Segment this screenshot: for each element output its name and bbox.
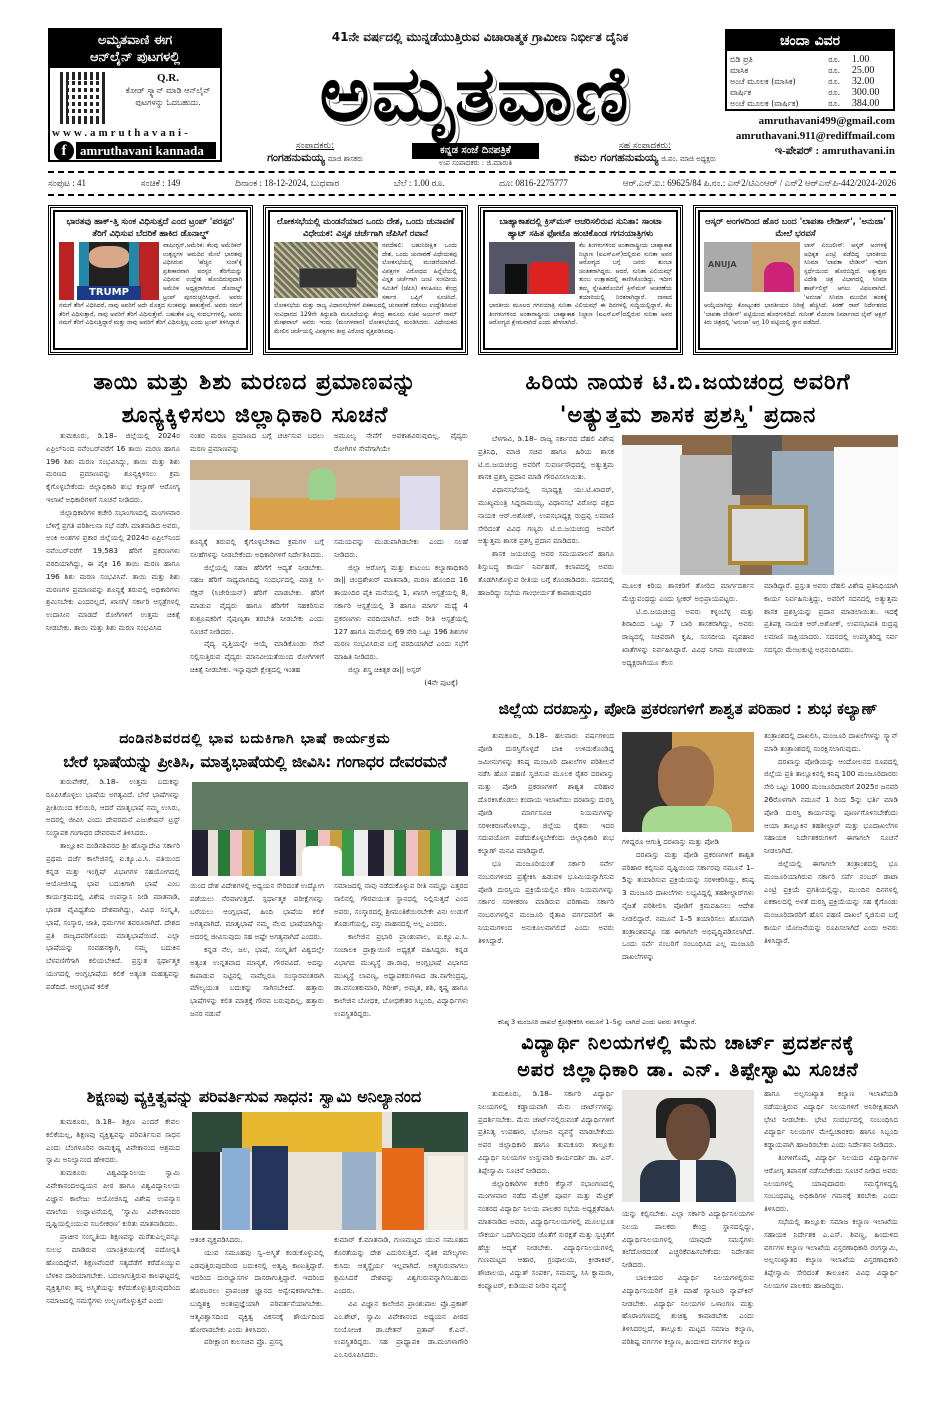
editor-block — [240, 141, 390, 165]
paragraph: ಕನಿಷ್ಠ 3 ಮಂಜೂರಿ ದಾಖಲೆ ಕ್ರೋಢೀಕರಿಸಿ ನಮೂನೆ 1–5ನ್ನು ಲಾಗಿದೆ ಎಂದು ಅವರು ತಿಳಿಸಿದ್ದಾರೆ. — [498, 1018, 697, 1026]
box-headline: ಲೋಕಸಭೆಯಲ್ಲಿ ಮಂಡನೆಯಾದ ಒಂದು ದೇಶ, ಒಂದು ಚುನಾವಣೆ ವಿಧೇಯಕ: ವಿಸ್ತೃತ ಚರ್ಚೆಗಾಗಿ ಜೆಪಿಸಿಗೆ ರವಾನೆ — [276, 217, 455, 239]
email-rediff[interactable]: amruthavani.911@rediffmail.com — [735, 130, 895, 142]
paragraph: ತುರುವೇಕೆರೆ, ಡಿ.18– ಉತ್ತಮ ಬದುಕನ್ನು ರೂಪಿಸಿಕೊಳ್ಳಲು ಭಾಷೆಯ ಅಗತ್ಯವಿದೆ. ಬೇರೆ ಭಾಷೆಗಳನ್ನು ಪ್ರೀತಿಯಿಂದ ಕಲಿಯಿರಿ, ಆದರೆ ಮಾತೃಭಾಷೆ ನಮ್ಮ ಉಸಿರು, ಅದರಲ್ಲಿ ಜೀವಿಸಿ ಎಂದು ದೇವರಮನೆ ಎಜುಕೇಷನ್ ಟ್ರಸ್ಟ್ ಸಂಸ್ಥಾಪಕ ಗಂಗಾಧರ ದೇವರಮನೆ ತಿಳಿಸಿದರು. — [46, 777, 180, 838]
headline-maternal — [40, 366, 470, 432]
parliament-photo — [274, 242, 378, 298]
online-edition-promo — [48, 28, 222, 162]
paragraph: ಭೂ ಮಂಜೂರಿಯಂತೆ ಸರ್ಕಾರಿ ಸರ್ವೇ ನಂಬರುಗಳಿಂದ ಪ್ರತ್ಯೇಕಿಸಿ ಹಿಡುವಳಿ ಭೂಮಿಯನ್ನಾಗಿಸುವ ಪೋಡಿ ದುರಸ್ತಿಯ ಪ್ರಕ್ರಿಯೆಯಲ್ಲಿನ ಕಠಿಣ ನಿಯಮಗಳನ್ನು ಸರ್ಕಾರ ಸರಳೀಕರಣ ಮಾಡಿರುವ ಪರಿಣಾಮ ಸರ್ಕಾರಿ ನಂಬರುಗಳಲ್ಲಿನ ಮಂಜೂರಿ ರೈತಾಪಿ ವರ್ಗದವರಿಗೆ ಈ ನಿಯಮಗಳಿಂದ ಅನುಕೂಲವಾಗಲಿದೆ ಎಂದು ಅವರು ತಿಳಿಸಿದ್ದಾರೆ. — [478, 858, 614, 945]
divider — [48, 194, 896, 196]
red-shirt — [529, 262, 569, 294]
black-shirt — [505, 264, 527, 294]
article-maternal-col2-top — [190, 430, 324, 460]
website-link[interactable]: www.amruthavani- — [52, 127, 191, 139]
subscription-value: 300.00 — [851, 87, 880, 98]
box-body: ವಾಷಿಂಗ್ಟನ್,ಅಮೆರಿಕ: ಕೆಲವು ಅಮೆರಿಕನ್ ಉತ್ಪನ್ನಗಳ ಆಮದಿನ ಮೇಲೆ ಭಾರತವು ವಿಧಿಸಿರುವ 'ಹೆಚ್ಚಿನ ಸುಂಕ'ಕ್ಕೆ ಪ್ರತೀಕಾರವಾಗಿ ಪರಸ್ಪರ ತೆರಿಗೆಯನ್ನು ವಿಧಿಸುವ ಉದ್ದೇಶ ಹೊಂದಿರುವುದಾಗಿ ಅಮೆರಿಕ ಅಧ್ಯಕ್ಷರಾಗಿರುವ ಡೊನಾಲ್ಡ್ ಟ್ರಂಪ್ ಪುನರುಚ್ಚರಿಸಿದ್ದಾರೆ. ಅವರು ನಮಗೆ ತೆರಿಗೆ ವಿಧಿಸಿದರೆ, ನಾವು ಅವರಿಗೆ ಅದೇ ಮೊತ್ತದ ಸುಂಕವನ್ನು ಹಾಕುತ್ತೇವೆ. ಅವರು ನಮಗೆ ತೆರಿಗೆ ವಿಧಿಸುತ್ತಾರೆ, ನಾವು ಅವರಿಗೆ ತೆರಿಗೆ ವಿಧಿಸುತ್ತೇವೆ. ಬಹುತೇಕ ಎಲ್ಲ ಸಂದರ್ಭಗಳಲ್ಲಿ, ಅವರು ನಮಗೆ ತೆರಿಗೆ ವಿಧಿಸುತ್ತಿದ್ದಾರೆ ಮತ್ತು ನಾವು ಅವರಿಗೆ ತೆರಿಗೆ ವಿಧಿಸುತ್ತಿಲ್ಲ ಎಂದು ಟ್ರಂಪ್ ತಿಳಿಸಿದ್ದಾರೆ. — [59, 242, 242, 327]
paragraph: ಅಮೂಲ್ಯ ಸೇವೆಗೆ ಅವಕಾಶವಿರುವುದಿಲ್ಲ. ವೈದ್ಯರು ರೋಗಿಗಳ ಸೇವೆಗಾಗಿಯೇ — [334, 431, 468, 453]
phone: ದೂ: 0816-2275777 — [499, 178, 568, 188]
paragraph: ತಾಲ್ಲೂಕಿನ ದಂಡಿನಶಿವರದ ಶ್ರೀ ಹೊನ್ನಾದೇವಿ ಸರ್ಕಾರಿ ಪ್ರಥಮ ದರ್ಜೆ ಕಾಲೇಜಿನಲ್ಲಿ ಐ.ಕ್ಯೂ.ಎ.ಸಿ. ವತಿಯಿಂದ ಕನ್ನಡ ಮತ್ತು ಇಂಗ್ಲಿಷ್ ವಿಭಾಗಗಳ ಸಹಯೋಗದಲ್ಲಿ ಆಯೋಜಿಸಿದ್ದ ಭಾವ ಬದುಕಿಗಾಗಿ ಭಾಷೆ ಎಂಬ ಕಾರ್ಯಕ್ರಮದಲ್ಲಿ ವಿಶೇಷ ಉಪನ್ಯಾಸ ನೀಡಿ ಮಾತನಾಡಿ, ಭಾರತ ವೈವಿಧ್ಯತೆಯ ದೇಶವಾಗಿದ್ದು, ವಿವಿಧ ಸಂಸ್ಕೃತಿ, ಭಾಷೆ, ಸಂಸ್ಕಾರ, ಜಾತಿ, ಧರ್ಮಗಳ ತವರೂರಾಗಿದೆ. ದೇಶದ ಪ್ರತಿ ರಾಜ್ಯದವರಿಗೊಂದು ಮಾತೃಭಾಷೆಯಿದೆ. ಎಲ್ಲಾ ಭಾಷೆಯನ್ನು ಸಂವಹನಕ್ಕಾಗಿ, ನಮ್ಮ ಬದುಕಿನ ಬೆಳವಣಿಗೆಗಾಗಿ ಕಲಿಯಬೇಕಿದೆ. ಪ್ರಸ್ತುತ ಸ್ಪರ್ಧಾತ್ಮಕ ಯುಗದಲ್ಲಿ ಆಂಗ್ಲಭಾಷೆಯ ಕಲಿಕೆ ಅತ್ಯಂತ ಮಹತ್ವವನ್ನು ಪಡೆದಿದೆ. ಆಂಗ್ಲಭಾಷೆ ಕಲಿಕೆ — [46, 840, 180, 991]
headline-line: ವಿದ್ಯಾರ್ಥಿ ನಿಲಯಗಳಲ್ಲಿ ಮೆನು ಚಾರ್ಟ್ ಪ್ರದರ್ಶನಕ್ಕೆ — [521, 1032, 855, 1054]
editor-note: ಮಾಜಿ ಶಾಸಕರು — [327, 155, 363, 163]
article-jayachandra-col2 — [622, 580, 754, 692]
subscription-title: ಚಂದಾ ವಿವರ — [727, 31, 893, 51]
subscription-value: 25.00 — [851, 65, 875, 76]
subscription-value: 384.00 — [851, 98, 880, 109]
article-darakhastu-col3 — [764, 730, 898, 1018]
paragraph: ಹಾಗೂ ಅಲ್ಪಸಂಖ್ಯಾತ ಕಲ್ಯಾಣ ಇಲಾಖೆಯಡಿ ನಡೆಯುತ್ತಿರುವ ವಿದ್ಯಾರ್ಥಿ ನಿಲಯಗಳಿಗೆ ಅನಿರೀಕ್ಷಿತವಾಗಿ ಭೇಟಿ ನೀಡಬೇಕು. ಭೇಟಿ ಸಂದರ್ಭದಲ್ಲಿ ಸಂಬಂಧಿಸಿದ ವಿದ್ಯಾರ್ಥಿ ನಿಲಯಗಳ ಮೇಲ್ವಿಚಾರಕರು ಹಾಗೂ ಸಿಬ್ಬಂದಿ ಕಡ್ಡಾಯವಾಗಿ ಹಾಜರಿರಬೇಕು ಎಂದು ನಿರ್ದೇಶನ ನೀಡಿದರು. — [764, 1089, 898, 1150]
article-hostel-col3 — [764, 1088, 898, 1388]
box-body: ಲಾಸ್ ಏಂಜಲೀಸ್: ಆಸ್ಕರ್ ಅಂಗಳಕ್ಕೆ ಅಧಿಕೃತ ಎಂಟ್ರಿ ಪಡೆದಿದ್ದ ಭಾರತೀಯ ಸಿನಿಮಾ 'ಲಾಪತಾ ಲೇಡೀಸ್' ಇದೀಗ ಸ್ಪರ್ಧೆಯಿಂದ ಹೊರಬಿದ್ದಿದೆ. ಅತ್ಯುತ್ತಮ ವಿದೇಶಿ ಚಿತ್ರ ವಿಭಾಗದಲ್ಲಿ ಸಿನಿಮಾ ಶಾರ್ಟ್‌ಲಿಸ್ಟ್ ಆಗಲು ವಿಫಲವಾಗಿದೆ. 'ಅನುಜಾ' ಸಿನಿಮಾ ಮುಂದಿನ ಹಂತಕ್ಕೆ ಆಯ್ಕೆಯಾಗಿದ್ದು ಕೋಟ್ಯಂತರ ಭಾರತೀಯರ ನಿರೀಕ್ಷೆ ಹೆಚ್ಚಿಸಿದೆ. ಕಿರಣ್ ರಾವ್ ನಿರ್ದೇಶನದ 'ಲಾಪತಾ ಲೇಡೀಸ್' ಪಟ್ಟಿಯಿಂದ ಹೊರಗುಳಿದಿದೆ. ಗುನೀತ್ ಮೋಂಗಾ ನಿರ್ಮಾಣದ ಲೈವ್ ಆಕ್ಷನ್ ಕಿರು ಚಿತ್ರದಲ್ಲಿ 'ಅನುಜಾ' ಅಗ್ರ 10 ಪಟ್ಟಿಯಲ್ಲಿ ಸ್ಥಾನ ಪಡೆದಿದೆ. — [704, 242, 887, 327]
article-hostel-col2 — [622, 1208, 754, 1388]
headline-language: ಬೇರೆ ಭಾಷೆಯನ್ನು ಪ್ರೀತಿಸಿ, ಮಾತೃಭಾಷೆಯಲ್ಲಿ ಜೀವಿಸಿ: ಗಂಗಾಧರ ದೇವರಮನೆ — [63, 753, 447, 771]
promo-title-line1: ಅಮೃತವಾಣಿ ಈಗ — [97, 33, 173, 48]
article-maternal-col1 — [46, 430, 180, 728]
anuja-poster-text: ANUJA — [708, 260, 737, 269]
news-box-sunita — [478, 205, 683, 355]
paragraph: ಬೆಳಗಾವಿ, ಡಿ.18– ರಾಜ್ಯ ಸರ್ಕಾರದ ದೆಹಲಿ ವಿಶೇಷ ಪ್ರತಿನಿಧಿ, ಮಾಜಿ ಸಚಿವ ಹಾಗೂ ಹಿರಿಯ ಶಾಸಕ ಟಿ.ಬಿ.ಜಯಚಂದ್ರ ಅವರಿಗೆ ಸುವರ್ಣಸೌಧದಲ್ಲಿ ಅತ್ಯುತ್ತಮ ಶಾಸಕ ಪ್ರಶಸ್ತಿ ಪ್ರದಾನ ಮಾಡಿ ಗೌರವಿಸಲಾಯಿತು. — [478, 434, 614, 482]
official-photo — [622, 1090, 754, 1202]
currency: ರೂ. — [828, 98, 841, 108]
headline-line: ಹಿರಿಯ ನಾಯಕ ಟಿ.ಬಿ.ಜಯಚಂದ್ರ ಅವರಿಗೆ — [525, 370, 851, 395]
masthead-tagline: 41ನೇ ವರ್ಷದಲ್ಲಿ ಮುನ್ನಡೆಯುತ್ತಿರುವ ವಿಚಾರಾತ್ಮಕ ಗ್ರಾಮೀಣ ನಿರ್ಭೀತ ದೈನಿಕ — [331, 30, 629, 44]
contact-block — [736, 114, 895, 159]
paragraph: ಸಮಾಜದಲ್ಲಿ ನಾವು ನಡೆದುಕೊಳ್ಳುವ ರೀತಿ ನಮ್ಮನ್ನು ಎತ್ತರದ ಸಾಲಿನಲ್ಲಿ ಗೌರವಯುತ ಸ್ಥಾನದಲ್ಲಿ ನಿಲ್ಲಿಸುತ್ತದೆ ಎಂದ ಅವರು, ಸಂಸ್ಕಾರದಲ್ಲಿ ಶ್ರೀಮಂತಿಕೆಯಿರಬೇಕೇ ವಿನಃ ಉಡುಗೆ ತೊಡುಗೆಯಲ್ಲಿ, ವಸ್ತು ವಾಹನದಲ್ಲಿ ಅಲ್ಲ ಎಂದರು. — [334, 881, 468, 929]
face-shape — [666, 1104, 710, 1162]
price: ಬೆಲೆ : 1.00 ರೂ. — [393, 178, 445, 188]
language-event-photo — [192, 782, 468, 876]
paragraph: ಮೂಲಕ ಕಿರಿಯ ಶಾಸಕರಿಗೆ ತೋರಿದ ಮಾರ್ಗದರ್ಶನ ಮೆಚ್ಚುವಂಥದ್ದು ಎಂದು ಸ್ಪೀಕರ್ ಅಭಿಪ್ರಾಯಪಟ್ಟರು. — [622, 581, 754, 603]
article-language-col1 — [46, 776, 180, 1078]
astronaut-photo — [489, 242, 575, 294]
paragraph: ಜಿಲ್ಲಾ ಆರೋಗ್ಯ ಮತ್ತು ಕುಟುಂಬ ಕಲ್ಯಾಣಾಧಿಕಾರಿ ಡಾ|| ಚಂದ್ರಶೇಖರ್ ಮಾತನಾಡಿ, ಮರಣ ಹೊಂದಿದ 16 ತಾಯಂದಿರ ಪೈಕಿ ಮನೆಯಲ್ಲಿ 1, ಖಾಸಗಿ ಆಸ್ಪತ್ರೆಯಲ್ಲಿ 8, ಸರ್ಕಾರಿ ಆಸ್ಪತ್ರೆಯಲ್ಲಿ 3 ಹಾಗೂ ಮಾರ್ಗ ಮಧ್ಯೆ 4 ಪ್ರಕರಣಗಳು ವರದಿಯಾಗಿವೆ. ಅದೇ ರೀತಿ ಆಸ್ಪತ್ರೆಯಲ್ಲಿ 127 ಹಾಗೂ ಮನೆಯಲ್ಲಿ 69 ಸೇರಿ ಒಟ್ಟು 196 ಶಿಶುಗಳ ಮರಣ ಸಂಭವಿಸಿರುವ ಬಗ್ಗೆ ವರದಿಯಾಗಿದೆ ಎಂದು ಸಭೆಗೆ ಮಾಹಿತಿ ನೀಡಿದರು. — [334, 562, 468, 662]
issue-date: ದಿನಾಂಕ : 18-12-2024, ಬುಧವಾರ — [235, 178, 340, 188]
person-figure — [192, 1152, 220, 1230]
email-gmail[interactable]: amruthavani499@gmail.com — [758, 115, 895, 127]
paragraph: ಯನ್ನು ಕಲ್ಪಿಸಬೇಕು. ಎಲ್ಲಾ ಸರ್ಕಾರಿ ವಿದ್ಯಾರ್ಥಿನಿಲಯಗಳ ನಿಲಯ ಪಾಲಕರು ಕೇಂದ್ರ ಸ್ಥಾನದಲ್ಲಿದ್ದು, ವಿದ್ಯಾರ್ಥಿನಿಲಯಗಳಲ್ಲಿ ಯಾವುದೇ ಸಮಸ್ಯೆಗಳು ತಲೆದೋರದಂತೆ ಎಚ್ಚರಿಕೆವಹಿಸಬೇಕೆಂದು ನಿರ್ದೇಶನ ನೀಡಿದರು. — [622, 1209, 754, 1270]
promo-title-line2: ಆನ್‌ಲೈನ್ ಪುಟಗಳಲ್ಲಿ — [89, 50, 181, 65]
photo-podium-text: TRUMP — [77, 286, 141, 300]
paper-subtitle: ಕನ್ನಡ ಸಂಜೆ ದಿನಪತ್ರಿಕೆ — [412, 143, 539, 159]
co-editor-name: ಕಮಲ ಗಂಗಹನುಮಯ್ಯ — [574, 151, 659, 164]
award-frame — [728, 505, 808, 565]
subscription-value: 32.00 — [851, 76, 875, 87]
paragraph: ಬಾಲಕಿಯರ ವಿದ್ಯಾರ್ಥಿ ನಿಲಯಗಳಲ್ಲಿರುವ ವಿದ್ಯಾರ್ಥಿನಿಯರಿಗೆ ಪ್ರತಿ ಮಾಹೆ ಸ್ಯಾನಿಟರಿ ನ್ಯಾಪ್‌ಕಿನ್ ನೀಡಬೇಕು. ವಿದ್ಯಾರ್ಥಿ ನಿಲಯಗಳ ಒಳಾಂಗಣ ಮತ್ತು ಹೊರಾಂಗಣದಲ್ಲಿ ಶುಚಿತ್ವ ಕಾಪಾಡಬೇಕು ಎಂದು ತಿಳಿಸಿದರಲ್ಲದೆ, ತಾಲ್ಲೂಕು ಮಟ್ಟದ ಸಮಾಜ ಕಲ್ಯಾಣ, ಪರಿಶಿಷ್ಟ ವರ್ಗಗಳ ಕಲ್ಯಾಣ, ಹಿಂದುಳಿದ ವರ್ಗಗಳ ಕಲ್ಯಾಣ — [622, 1272, 754, 1346]
article-maternal-col2 — [190, 536, 324, 728]
co-editor-note: ಜಿ.ಪಂ. ಮಾಜಿ ಅಧ್ಯಕ್ಷರು — [661, 155, 716, 163]
currency: ರೂ. — [828, 54, 841, 64]
box-headline: ಆಸ್ಕರ್ ಅಂಗಳದಿಂದ ಹೊರ ಬಂದ 'ಲಾಪತಾ ಲೇಡೀಸ್', 'ಅನುಜಾ' ಮೇಲೆ ಭರವಸೆ — [705, 217, 886, 239]
headline-line: ತಾಯಿ ಮತ್ತು ಶಿಶು ಮರಣದ ಪ್ರಮಾಣವನ್ನು — [93, 370, 417, 395]
facebook-link[interactable] — [54, 141, 216, 160]
qr-code-icon[interactable] — [60, 72, 108, 124]
box-headline: ಬಾಹ್ಯಾಕಾಶದಲ್ಲಿ ಕ್ರಿಸ್‌ಮಸ್ ಆಚರಿಸಲಿರುವ ಸುನಿತಾ: ಸಾಂಟಾ ಹ್ಯಾಟ್ ಸಹಿತ ಫೋಟೊ ಹಂಚಿಕೊಂಡ ಗಗನಯಾತ್ರಿಗಳು — [499, 217, 662, 239]
article-darakhastu-footer — [498, 1016, 898, 1030]
collector-photo — [622, 732, 754, 832]
subscription-row — [727, 87, 893, 98]
paragraph: ವಿವಿ ವಿಜ್ಞಾನ ಕಾಲೇಜಿನ ಪ್ರಾಂಶುಪಾಲ ಪ್ರೊ.ಪ್ರಕಾಶ್ ಎಂ.ಶೇಟ್, ಸ್ವಾಮಿ ವಿವೇಕಾನಂದ ಅಧ್ಯಯನ ಪೀಠದ ಸಂಯೋಜಕ ಡಾ.ಚೇತನ್ ಪ್ರತಾಪ್ ಕೆ.ಎನ್. ಉಪಸ್ಥಿತರಿದ್ದರು. ಸಹ ಪ್ರಾಧ್ಯಾಪಕಿ ಡಾ.ಮಂಗಳಾಗೌರಿ ಎಂ.ನಿರೂಪಿಸಿದರು. — [334, 1298, 468, 1360]
headline-line: 'ಅತ್ಯುತ್ತಮ ಶಾಸಕ ಪ್ರಶಸ್ತಿ' ಪ್ರದಾನ — [559, 403, 817, 428]
epaper-link[interactable]: ಇ-ಪೇಪರ್ : amruthavani.in — [774, 145, 895, 157]
headline-hostel — [474, 1030, 902, 1084]
masthead-logo: ಅಮೃತವಾಣಿ — [319, 49, 631, 138]
person-figure — [622, 445, 682, 575]
person-figure — [342, 1152, 376, 1230]
officer-figure — [190, 480, 250, 530]
currency: ರೂ. — [828, 87, 841, 97]
paragraph: ವಿಧಾನಸಭೆಯಲ್ಲಿ ಸಭಾಧ್ಯಕ್ಷ ಯು.ಟಿ.ಖಾದರ್, ಮುಖ್ಯಮಂತ್ರಿ ಸಿದ್ದರಾಮಯ್ಯ, ವಿಧಾನಸಭೆ ವಿರೋಧ ಪಕ್ಷದ ನಾಯಕ ಆರ್.ಅಶೋಕ್, ಉಪಸಭಾಧ್ಯಕ್ಷ ರುದ್ರಪ್ಪ ಲಮಾಣಿ ಸೇರಿದಂತೆ ವಿವಿಧ ಗಣ್ಯರು ಟಿ.ಬಿ.ಜಯಚಂದ್ರ ಅವರಿಗೆ ಅತ್ಯುತ್ತಮ ಶಾಸಕ ಪ್ರಶಸ್ತಿ ಪ್ರದಾನ ಮಾಡಿದರು. — [478, 485, 614, 546]
subscription-label: ಅಂಚೆ ಮೂಲಕ (ವಾರ್ಷಿಕ) — [730, 98, 799, 108]
person-figure — [222, 1148, 250, 1230]
paragraph: ಶೂನ್ಯಕ್ಕೆ ತರುವಲ್ಲಿ ಕೈಗೊಳ್ಳಬೇಕಾದ ಕ್ರಮಗಳ ಬಗ್ಗೆ ಸಲಹೆಗಳನ್ನು ನೀಡಬೇಕೆಂದು ಅಧಿಕಾರಿಗಳಿಗೆ ನಿರ್ದೇಶಿಸಿದರು. — [190, 537, 324, 559]
paragraph: ಕಾಲೇಜಿನ ಪ್ರಭಾರಿ ಪ್ರಾಂಶುಪಾಲ, ಐ.ಕ್ಯೂ.ಎ.ಸಿ. ಸಂಚಾಲಕಿ ದ್ರಾಕ್ಷಾಯಿಣಿ ಅಧ್ಯಕ್ಷತೆ ವಹಿಸಿದ್ದರು. ಕನ್ನಡ ವಿಭಾಗದ ಮುಖ್ಯಸ್ಥೆ ಡಾ.ರಾಧ, ಆಂಗ್ಲಭಾಷೆ ವಿಭಾಗದ ಮುಖ್ಯಸ್ಥೆ ಲಾವಣ್ಯ, ಅಧ್ಯಾಪಕರುಗಳಾದ ಡಾ.ನಾಗೇಂದ್ರಪ್ಪ, ಡಾ.ವಸಂತಕುಮಾರಿ, ಗಿರೀಶ್, ಅಮೃತ, ಶಶಿ, ಕೃಷ್ಣ ಹಾಗೂ ಕಾಲೇಜಿನ ಬೋಧಕ, ಬೋಧಕೇತರ ಸಿಬ್ಬಂದಿ, ವಿದ್ಯಾರ್ಥಿಗಳು ಉಪಸ್ಥಿತರಿದ್ದರು. — [334, 932, 468, 1018]
assistant-editor: ಉಪ ಸಂಪಾದಕರು : ಜಿ.ಮಾರುತಿ — [438, 159, 513, 167]
anuja-photo — [704, 242, 800, 292]
paragraph: ಕುಮಾರ್ ಕೆ.ಮಾತನಾಡಿ, ಗುಣಮಟ್ಟದ ಯುವ ಸಮೂಹದ ಕೊರತೆಯನ್ನು ದೇಶ ಎದುರಿಸುತ್ತಿದೆ. ನೈತಿಕ ಮೌಲ್ಯಗಳು ಕುಸಿದು ಆತ್ಮಸ್ಥೈರ್ಯ ಇಲ್ಲವಾಗಿದೆ. ಆತ್ಮಗುರುವಾಗಲು ಶ್ರಮಿಸಿದರೆ ದೇಶವನ್ನು ವಿಶ್ವಗುರುವನ್ನಾಗಿಸಬಹುದು ಎಂದರು. — [334, 1235, 468, 1296]
paragraph: ಯುವ ಸಮೂಹವು ಸ್ವ–ಅಸ್ಮಿತೆ ಕಂಡುಕೊಳ್ಳುವಲ್ಲಿ ಎಡವುತ್ತಿರುವುದರಿಂದ ಬದುಕಿನಲ್ಲಿ ಅತೃಪ್ತಿ ಕಾಣುತ್ತಿದ್ದಾರೆ. ಇದರಿಂದ ದುರಭ್ಯಾಸಗಳ ದಾಸರಾಗುತ್ತಿದ್ದಾರೆ. ಇದರಿಂದ ಹೊರಬರಲು ಪ್ರಾಪಂಚಿಕ ಜ್ಞಾನದ ಅನ್ವೇಷಕರಾಗಬೇಕು. ಬುದ್ಧಿಶಕ್ತಿ ಅಂತಃಪ್ರಜ್ಞೆಯಾಗಿ ಪರಿವರ್ತನೆಯಾಗಬೇಕು. ಆತ್ಮವಿಶ್ವಾಸದಿಂದ ವ್ಯಕ್ತಿತ್ವ ವಿಕಸನಕ್ಕೆ ಶೌರ್ಯದಿಂದ ಹೋರಾಡಬೇಕು ಎಂದು ತಿಳಿಸಿದರು. — [190, 1247, 324, 1334]
subscription-row — [727, 65, 893, 76]
editor-label: ಸಂಪಾದಕರು: — [295, 141, 335, 151]
paragraph: ಜಿಲ್ಲಾಧಿಕಾರಿಗಳ ಕಚೇರಿ ಕೆಸ್ವಾನ್ ಸಭಾಂಗಣದಲ್ಲಿ ಮಂಗಳವಾರ ನಡೆದ ಮೆಟ್ರಿಕ್ ಪೂರ್ವ ಮತ್ತು ಮೆಟ್ರಿಕ್ ನಂತರದ ವಿದ್ಯಾರ್ಥಿ ನಿಲಯ ಪಾಲಕರ ಸಭೆಯ ಅಧ್ಯಕ್ಷತೆವಹಿಸಿ ಮಾತನಾಡಿದ ಅವರು, ವಿದ್ಯಾರ್ಥಿನಿಲಯಗಳಲ್ಲಿ ಮೂಲಭೂತ ಸೌಕರ್ಯ ಒದಗಿಸುವುದರ ಜೊತೆಗೆ ಸುರಕ್ಷತೆ ಮತ್ತು ಸ್ವಚ್ಛತೆಗೆ ಹೆಚ್ಚು ಆದ್ಯತೆ ನೀಡಬೇಕು. ವಿದ್ಯಾರ್ಥಿನಿಲಯಗಳಲ್ಲಿ ಗುಣಮಟ್ಟದ ಆಹಾರ, ಗ್ರಂಥಾಲಯ, ಕ್ರೀಡಾಕಿಟ್, ಶೌಚಾಲಯ, ವಿದ್ಯುತ್ ಸಂಪರ್ಕ, ಸಮವಸ್ತ್ರ, ಸಿಸಿ ಕ್ಯಾಮರಾ, ಕಂಪ್ಯೂಟರ್, ಕುಡಿಯುವ ನೀರಿನ ವ್ಯವಸ್ಥೆ — [478, 1178, 614, 1290]
subscription-label: ಅಂಚೆ ಮೂಲಕ (ಮಾಸಿಕ) — [730, 76, 796, 86]
swami-event-photo — [192, 1112, 468, 1230]
face-shape — [658, 746, 714, 812]
paragraph: ವೈದ್ಯ ವೃತ್ತಿಯನ್ನೇ ಆಯ್ಕೆ ಮಾಡಿಕೊಂಡು ಸೇವೆ ಸಲ್ಲಿಸುತ್ತಿರುವ ವೈದ್ಯರು ಮಾನವೀಯತೆಯಿಂದ ರೋಗಿಗಳಿಗೆ ಚಿಕಿತ್ಸೆ ನೀಡಬೇಕು. ಇನ್ನಾವುದೇ ಕ್ಷೇತ್ರದಲ್ಲಿ ಇಂತಹ — [190, 639, 324, 674]
paragraph: ಜಿಲ್ಲಾಧಿಕಾರಿಗಳ ಕಚೇರಿ ಸಭಾಂಗಣದಲ್ಲಿ ಮಂಗಳವಾರ ಬೆಳಿಗ್ಗೆ ಪ್ರಗತಿ ಪರಿಶೀಲನಾ ಸಭೆ ನಡೆಸಿ ಮಾತನಾಡಿದ ಅವರು, ಅಂಕಿ ಅಂಶಗಳ ಪ್ರಕಾರ ಜಿಲ್ಲೆಯಲ್ಲಿ 2024ರ ಏಪ್ರಿಲ್‌ನಿಂದ ನವೆಂಬರ್‌ವರೆಗೆ 19,583 ಹೆರಿಗೆ ಪ್ರಕರಣಗಳು ವರದಿಯಾಗಿದ್ದು, ಈ ಪೈಕಿ 16 ತಾಯಿ ಮರಣ ಹಾಗೂ 196 ಶಿಶು ಮರಣ ಸಂಭವಿಸಿವೆ. ತಾಯಿ ಮತ್ತು ಶಿಶು ಮರಣಗಳ ಪ್ರಮಾಣವನ್ನು ಶೂನ್ಯಕ್ಕೆ ತರುವಲ್ಲಿ ಅಧಿಕಾರಿಗಳು ಶ್ರಮಿಸಬೇಕು ಎಂದರಲ್ಲದೆ, ಖಾಸಗಿ/ ಸರ್ಕಾರಿ ಆಸ್ಪತ್ರೆಗಳಲ್ಲಿ ಉದಾಸೀನ ಮಾಡದೆ ರೋಗಿಗಳಿಗೆ ಉತ್ತಮ ಚಿಕಿತ್ಸೆ ನೀಡಬೇಕು. ತಾಯಿ ಮತ್ತು ಶಿಶು ಮರಣ ಸಂಭವಿಸಿದ — [46, 507, 180, 632]
paragraph: ತುಮಕೂರು ವಿಶ್ವವಿದ್ಯಾನಿಲಯ ಸ್ವಾಮಿ ವಿವೇಕಾನಂದಅಧ್ಯಯನ ಪೀಠ ಹಾಗೂ ವಿಶ್ವವಿದ್ಯಾನಿಲಯ ವಿಜ್ಞಾನ ಕಾಲೇಜು ಆಯೋಜಿಸಿದ್ದ ವಿಶೇಷ ಉಪನ್ಯಾಸ ಮಾಲೆಯ ಉದ್ಘಾಟನೆಯಲ್ಲಿ 'ಸ್ವಾಮಿ ವಿವೇಕಾನಂದರ ದೃಷ್ಟಿಯಲ್ಲಿಂಯುವ ಸಬಲೀಕರಣ' ಕುರಿತು ಮಾತನಾಡಿದರು. — [46, 1168, 180, 1229]
shirt — [680, 1160, 696, 1202]
facebook-icon: f — [54, 141, 74, 161]
co-editor-block — [560, 141, 730, 165]
article-swami-col1 — [46, 1116, 180, 1386]
issue-info-bar — [48, 178, 896, 189]
currency: ರೂ. — [828, 65, 841, 75]
paragraph: ದರಖಾಸ್ತು ಪೋಡಿಯನ್ನು ಆಂದೋಲನದ ರೂಪದಲ್ಲಿ ಜಿಲ್ಲೆಯ ಪ್ರತಿ ತಾಲ್ಲೂಕಿನಲ್ಲಿ ಕನಿಷ್ಠ 100 ಮಂಜೂರಿದಾರರು ಸೇರಿ ಒಟ್ಟು 1000 ಮಂಜೂರಿದಾರರಿಗೆ 2025ರ ಜನವರಿ 26ರೊಳಗಾಗಿ ನಮೂನೆ 1 ರಿಂದ 5ನ್ನು ಭರ್ತಿ ಮಾಡಿ ಪೋಡಿ ದುರಸ್ತಿ ಕಾರ್ಯವನ್ನು ಪೂರ್ಣಗೊಳಿಸಬೇಕೆಂದು ಆಯಾ ತಾಲ್ಲೂಕಿನ ತಹಶೀಲ್ದಾರ್ ಮತ್ತು ಭೂದಾಖಲೆಗಳ ಸಹಾಯಕ ನಿರ್ದೇಶಕರುಗಳಿಗೆ ಈಗಾಗಲೇ ಸೂಚನೆ ನೀಡಲಾಗಿದೆ. — [764, 756, 898, 856]
box-body: ನವದೆಹಲಿ: ಬಹುನಿರೀಕ್ಷಿತ ಒಂದು ದೇಶ, ಒಂದು ಚುನಾವಣೆ ವಿಧೇಯಕವು ಲೋಕಸಭೆಯಲ್ಲಿ ಮಂಡನೆಯಾಗಿದೆ. ವಿಪಕ್ಷಗಳ ವಿರೋಧದ ಹಿನ್ನೆಲೆಯಲ್ಲಿ ವಿಸ್ತೃತ ಚರ್ಚೆಗಾಗಿ ಜಂಟಿ ಸಂಸದೀಯ ಸಮಿತಿಗೆ (ಜೆಪಿಸಿ) ಕಳುಹಿಸಲು ಕೇಂದ್ರ ಸರ್ಕಾರ ಒಪ್ಪಿಗೆ ಸೂಚಿಸಿದೆ. ಲೋಕಸಭೆಯ ಮತ್ತು ರಾಜ್ಯ ವಿಧಾನಸಭೆಗಳಿಗೆ ಏಕಕಾಲದಲ್ಲಿ ಚುನಾವಣೆ ನಡೆಸಲು ಉದ್ದೇಶಿಸಿರುವ ಸಂವಿಧಾನದ 129ನೇ ತಿದ್ದುಪಡಿ ಮಸೂದೆಯನ್ನು ಕೇಂದ್ರ ಕಾನೂನು ಸಚಿವ ಅರ್ಜುನ್ ರಾಮ್ ಮೇಘವಾಲ್ ಅವರು ಇಂದು (ಮಂಗಳವಾರ) ಲೋಕಸಭೆಯಲ್ಲಿ ಮಂಡಿಸಿದರು. ವಿಧೇಯಕದ ಮೇಲಿನ ಚರ್ಚೆಯಲ್ಲಿ ವಿಪಕ್ಷಗಳು ತೀವ್ರ ವಿರೋಧ ವ್ಯಕ್ತಪಡಿಸಿದವು. — [274, 242, 457, 335]
paragraph: ಮಾಡಿದ್ದಾರೆ. ಪ್ರಸ್ತುತ ಅವರು ದೆಹಲಿ ವಿಶೇಷ ಪ್ರತಿನಿಧಿಯಾಗಿ ಕಾರ್ಯ ನಿರ್ವಹಿಸುತ್ತಿದ್ದು, ಅವರಿಗೆ ಸದನದಲ್ಲಿ ಅತ್ಯುತ್ತಮ ಶಾಸಕ ಪ್ರಶಸ್ತಿಯನ್ನು ಪ್ರದಾನ ಮಾಡಲಾಯಿತು. ಇದಕ್ಕೆ ಪ್ರತಿಪಕ್ಷ ನಾಯಕ ಆರ್.ಅಶೋಕ್, ಉಪಸಭಾಪತಿ ರುದ್ರಪ್ಪ ಲಮಾಣಿ ಸಾಕ್ಷಿಯಾದರು. ಸದನದಲ್ಲಿ ಉಪಸ್ಥಿತರಿದ್ದ ಸರ್ವ ಸದಸ್ಯರು ಮೇಜುಕುಟ್ಟಿ ಅಭಿನಂದಿಸಿದರು. — [764, 581, 898, 654]
meeting-photo — [190, 460, 468, 530]
vote-screen — [299, 268, 357, 288]
paragraph: ಗಳಿದ್ದರೂ ಆಗುತ್ತಿ ದರಖಾಸ್ತು ಮತ್ತು ಪೋಡಿ — [622, 837, 720, 846]
qr-instruction-text: ಕೋಡ್ ಸ್ಕ್ಯಾನ್ ಮಾಡಿ ಆನ್‌ಲೈನ್ ಪುಟಗಳನ್ನು ಓದಬಹುದು. — [125, 86, 211, 107]
subscription-table — [727, 54, 893, 109]
board — [392, 1112, 468, 1152]
subscription-label: ಮಾಸಿಕ — [730, 65, 749, 75]
paragraph: ಆತಂಕ ವ್ಯಕ್ತಪಡಿಸಿದರು. — [190, 1235, 243, 1244]
paragraph: ಜಿಲ್ಲೆಯಲ್ಲಿ ಸಹಜ ಹೆರಿಗೆಗೆ ಆದ್ಯತೆ ನೀಡಬೇಕು. ಸಹಜ ಹೆರಿಗೆ ಸಾಧ್ಯವಾಗದಿದ್ದ ಸಂದರ್ಭದಲ್ಲಿ ಮಾತ್ರ ಸಿ-ಸೆಕ್ಷನ್ (ಸಿಜೇರಿಯನ್) ಹೆರಿಗೆ ಮಾಡಬೇಕು. ಹೆರಿಗೆ ಮಾಡುವ ವೈದ್ಯರು ಹಾಗೂ ಹೆರಿಗೆಗೆ ಸಹಕರಿಸುವ ಶುಶ್ರೂಷಕರಿಗೆ ನೈಪುಣ್ಯತಾ ತರಬೇತಿ ನೀಡಬೇಕು ಎಂದು ಸೂಚನೆ ನೀಡಿದರು. — [190, 562, 324, 636]
news-box-trump — [48, 205, 253, 355]
article-jayachandra-col3 — [764, 580, 898, 692]
news-box-oscar — [693, 205, 898, 355]
article-language-col3 — [334, 880, 468, 1078]
paragraph: ಯಿಂದ ದೇಶ ವಿದೇಶಗಳಲ್ಲಿ ಅಧ್ಯಯನ ಸೇರಿದಂತೆ ಉದ್ಯೋಗ ಪಡೆಯಲು ನೆರವಾಗುತ್ತದೆ. ಸ್ಪರ್ಧಾತ್ಮಕ ಪರೀಕ್ಷೆಗಳನ್ನು ಬರೆಯಲು ಆಂಗ್ಲಭಾಷೆ, ಹಿಂದಿ ಭಾಷೆಯ ಕಲಿಕೆ ಅಗತ್ಯವಾಗಿದೆ. ಮಾತೃಭಾಷೆ ನಮ್ಮ ನೆಲದ ಭಾಷೆಯಾಗಿದ್ದು ಅದರಲ್ಲಿ ಜೀವಿಸುವುದು ಸಹ ಅಷ್ಟೇ ಅಗತ್ಯವಾಗಿದೆ ಎಂದರು. — [190, 881, 324, 942]
currency: ರೂ. — [828, 76, 841, 86]
board — [192, 1112, 242, 1152]
article-swami-col2 — [190, 1234, 324, 1384]
box-body: ಕೆಲ ತಿಂಗಳುಗಳಿಂದ ಅಂತಾರಾಷ್ಟ್ರೀಯ ಬಾಹ್ಯಾಕಾಶ ನಿಲ್ದಾಣ (ಐಎಸ್‌ಎಸ್)ದಲ್ಲಿರುವ ಸುನಿತಾ ಅವರ ಆರೋಗ್ಯದ ಬಗ್ಗೆ ಜನರು ತುಂಬಾ ಚಿಂತಿತರಾಗಿದ್ದರು. ಆದರೆ, ಸುನಿತಾ ವಿಲಿಯಮ್ಸ್ ತುಂಬ ಉತ್ಸಾಹದಲ್ಲಿ ಕಾಣಿಸಿಕೊಂಡಿದ್ದು, ಇದೀಗ ತಮ್ಮ ಸ್ನೇಹಿತರೊಂದಿಗೆ ಕ್ರಿಸ್‌ಮಸ್ ಆಚರಣೆಯ ತಯಾರಿಯಲ್ಲಿ ನಿರತರಾಗಿದ್ದಾರೆ. ನಾಸಾದ ಭಾರತೀಯ ಮೂಲದ ಗಗನಯಾತ್ರಿ ಸುನಿತಾ ವಿಲಿಯಮ್ಸ್ ಈ ದಿನಗಳಲ್ಲಿ ಸುದ್ದಿಯಲ್ಲಿದ್ದಾರೆ. ಕೆಲ ತಿಂಗಳುಗಳಿಂದ ಅಂತಾರಾಷ್ಟ್ರೀಯ ಬಾಹ್ಯಾಕಾಶ ನಿಲ್ದಾಣ (ಐಎಸ್‌ಎಸ್)ದಲ್ಲಿರುವ ಸುನಿತಾ ಅವರ ಆರೋಗ್ಯದ ಕ್ಷೇಮವಾಗಿದೆ ಎಂದು ಹೇಳಲಾಗಿದೆ. — [489, 242, 672, 327]
editor-name: ಗಂಗಹನುಮಯ್ಯ — [267, 151, 325, 164]
paragraph: ದರಖಾಸ್ತು ಮತ್ತು ಪೋಡಿ ಪ್ರಕರಣಗಳಿಗೆ ಶಾಶ್ವತ ಪರಿಹಾರ ಕಲ್ಪಿಸುವ ದೃಷ್ಟಿಯಿಂದ ಸರ್ಕಾರವು ನಮೂನೆ 1–5ನ್ನು ತಯಾರಿಸುವ ಪ್ರಕ್ರಿಯೆಯನ್ನು ಸರಳೀಕರಿಸಿದ್ದು, ಕನಿಷ್ಠ 3 ಮಂಜೂರಿ ದಾಖಲೆಗಳು ಲಭ್ಯವಿದ್ದಲ್ಲಿ ತಹಶೀಲ್ದಾರ್‌ಗಳು ನೈಜತೆ ಪರಿಶೀಲಿಸಿ ಪೋಡಿಗೆ ಕ್ರಮವಹಿಸಲು ಆದೇಶ ನೀಡಲಿದ್ದಾರೆ. ನಮೂನೆ 1–5 ತಯಾರಿಸಲು ಹೊಸದಾಗಿ ತಂತ್ರಾಂಶವನ್ನೂ ಸಹ ಈಗಾಗಲೇ ಅಭಿವೃದ್ಧಿಪಡಿಸಲಾಗಿದೆ. ಒಂದು ಸರ್ವೆ ನಂಬರಿಗೆ ಸಂಬಂಧಿಸಿದ ಎಲ್ಲ ಮಂಜೂರಿ ದಾಖಲೆಗಳನ್ನು — [622, 849, 754, 962]
paragraph: ತುಮಕೂರು, ಡಿ.18– ಶಿಕ್ಷಣ ಎಂದರೆ ಕೇವಲ ಕಲಿಕೆಯಲ್ಲ, ಶಿಕ್ಷಣವು ವ್ಯಕ್ತಿತ್ವವನ್ನು ಪರಿವರ್ತಿಸುವ ಸಾಧನ ಎಂದು ಬೆಂಗಳೂರಿನ ರಾಮಕೃಷ್ಣ ವಿವೇಕಾನಂದ ಆಶ್ರಮದ ಸ್ವಾಮಿ ಅನಿಲ್ಯಾನಂದ ಹೇಳಿದರು. — [46, 1117, 180, 1165]
saree — [764, 262, 794, 292]
article-darakhastu-col1 — [478, 730, 614, 1018]
divider — [48, 171, 896, 173]
paragraph: ಶಾಸಕ ಜಯಚಂದ್ರ ಅವರ ಸಮಯಪಾಲನೆ ಹಾಗೂ ಶಿಸ್ತುಬದ್ಧ ಕಾರ್ಯ ನಿರ್ವಹಣೆ, ಕಲಾಪದಲ್ಲಿ ಅವರು ತೊಡಗಿಸಿಕೊಳ್ಳುವ ರೀತಿಯ ಬಗ್ಗೆ ಕೊಂಡಾಡಿದರು. ಸದನದಲ್ಲಿ ಹಾಜರಿದ್ದು ಸಭೆಯ ಗಾಂಭೀರ್ಯತೆ ಕಾಪಾಡುವುದರ — [478, 549, 614, 597]
qr-instruction — [116, 72, 220, 109]
subscription-row — [727, 98, 893, 109]
promo-title — [50, 30, 220, 68]
paragraph: ಸಭೆಯಲ್ಲಿ ತಾಲ್ಲೂಕು ಸಮಾಜ ಕಲ್ಯಾಣ ಇಲಾಖೆಯ ಸಹಾಯಕ ನಿರ್ದೇಶಕ ಎ.ಎಸ್. ಶಿವಣ್ಣ, ಹಿಂದುಳಿದ ವರ್ಗಗಳ ಕಲ್ಯಾಣ ಇಲಾಖೆಯ ವಿಸ್ತರಣಾಧಿಕಾರಿ ರಂಗಸ್ವಾಮಿ, ಅಲ್ಪಸಂಖ್ಯಾತರ ಕಲ್ಯಾಣ ಇಲಾಖೆಯ ವಿಸ್ತರಣಾಧಿಕಾರಿ ತಿಪ್ಪೇಸ್ವಾಮಿ ಸೇರಿದಂತೆ ತಾಲೂಕಿನ ವಿವಿಧ ವಿದ್ಯಾರ್ಥಿ ನಿಲಯಗಳ ಪಾಲಕರು ಹಾಜರಿದ್ದರು. — [764, 1216, 898, 1290]
headline-swami: ಶಿಕ್ಷಣವು ವ್ಯಕ್ತಿತ್ವವನ್ನು ಪರಿವರ್ತಿಸುವ ಸಾಧನ: ಸ್ವಾಮಿ ಅನಿಲ್ಯಾನಂದ — [86, 1087, 422, 1106]
news-box-one-nation — [263, 205, 468, 355]
headline-language-kicker: ದಂಡಿನಶಿವರದಲ್ಲಿ ಭಾವ ಬದುಕಿಗಾಗಿ ಭಾಷೆ ಕಾರ್ಯಕ್ರಮ — [119, 731, 391, 747]
paragraph: ಪರೀಕ್ಷಾಂಗ ಕುಲಸಚಿವ ಪ್ರೊ. ಪ್ರಸನ್ನ — [204, 1337, 284, 1347]
seated-guest — [302, 846, 342, 876]
trump-photo — [59, 242, 159, 300]
co-editor-label: ಸಹ ಸಂಪಾದಕರು: — [618, 141, 672, 151]
person-figure — [428, 1156, 464, 1230]
headline-line: ಅಪರ ಜಿಲ್ಲಾಧಿಕಾರಿ ಡಾ. ಎನ್. ತಿಪ್ಪೇಸ್ವಾಮಿ ಸೂಚನೆ — [517, 1059, 859, 1081]
subscription-box — [725, 29, 895, 111]
paragraph: ಪ್ರಾಚೀನ ಸಂಸ್ಕೃತಿಯ ಶಿಕ್ಷಣವನ್ನು ಮರೆತುಎಲ್ಲವನ್ನೂ ಸುಲಭ ಮಾಡಿರುವ ಯಾಂತ್ರಿಕಯುಗಕ್ಕೆ ಪದೋನ್ನತಿ ಹೊಂದಿದ್ದೇವೆ. ಶಿಕ್ಷಣವೆಂದರೆ ಸತ್ಯದೆಡೆಗೆ ಕರೆದೊಯ್ಯುವ ಬೆಳಕಿನ ದಾರಿಯಾಗಬೇಕು. ಬದಲಾಗುತ್ತಿರುವ ಕಾಲಘಟ್ಟದಲ್ಲಿ ವ್ಯಕ್ತಿತ್ವಗಳು ತನ್ನ ಅಸ್ಮಿತೆಯನ್ನು ಕಳೆದುಕೊಳ್ಳುತ್ತಿರುವುದರಿಂದ ಸಮಾಜದಲ್ಲಿ ಸಮಸ್ಯೆಗಳು ಉಲ್ಬಣಗೊಳ್ಳುತ್ತಿವೆ ಎಂದು — [46, 1232, 180, 1306]
volume: ಸಂಪುಟ : 41 — [48, 178, 86, 188]
article-darakhastu-col2 — [622, 836, 754, 1018]
paragraph: ತುಮಕೂರು, ಡಿ.18– ಜಿಲ್ಲೆಯಲ್ಲಿ 2024ರ ಏಪ್ರಿಲ್‌ನಿಂದ ನವೆಂಬರ್‌ವರೆಗೆ 16 ತಾಯಿ ಮರಣ ಹಾಗೂ 196 ಶಿಶು ಮರಣ ಸಂಭವಿಸಿದ್ದು, ತಾಯಿ ಮತ್ತು ಶಿಶು ಮರಣದ ಪ್ರಮಾಣವನ್ನು ಶೂನ್ಯಕ್ಕಿಳಿಸಲು ಕ್ರಮ ಕೈಗೊಳ್ಳಬೇಕೆಂದು ಜಿಲ್ಲಾಧಿಕಾರಿ ಶುಭ ಕಲ್ಯಾಣ್ ಆರೋಗ್ಯ ಇಲಾಖೆ ಅಧಿಕಾರಿಗಳಿಗೆ ಸೂಚನೆ ನೀಡಿದರು. — [46, 431, 180, 504]
paragraph: ತಂತ್ರಾಂಶದಲ್ಲಿ ದಾಖಲಿಸಿ, ಮಂಜೂರಿ ದಾಖಲೆಗಳನ್ನು ಸ್ಕ್ಯಾನ್ ಮಾಡಿ ತಂತ್ರಾಂಶದಲ್ಲಿ ಸಂರಕ್ಷಿಸಲಾಗುವುದು. — [764, 731, 898, 753]
subscription-label: ವಾರ್ಷಿಕ — [730, 87, 752, 97]
saree — [642, 806, 732, 832]
headline-jayachandra — [474, 366, 902, 432]
article-swami-col3 — [334, 1234, 468, 1384]
qr-label: Q.R. — [157, 72, 179, 84]
subscription-value: 1.00 — [851, 54, 870, 65]
article-maternal-col3-top — [334, 430, 468, 460]
officer-figure — [400, 476, 440, 530]
paragraph: ತುಮಕೂರು, ಡಿ.18– ಹಲವಾರು ವರ್ಷಗಳಿಂದ ಪೋಡಿ ದುರಸ್ತಿಗೊಳ್ಳದೆ ಬಾಕಿ ಉಳಿದುಕೊಂಡಿದ್ದ ಜಮೀನುಗಳನ್ನು ಕನಿಷ್ಠ ಮಂಜೂರಿ ದಾಖಲೆಗಳ ಪರಿಶೀಲನೆ ನಡೆಸಿ ಹೊಸ ಪಹಣಿ ಸೃಜಿಸುವ ಮೂಲಕ ರೈತರ ದರಖಾಸ್ತು ಮತ್ತು ಪೋಡಿ ಪ್ರಕರಣಗಳಿಗೆ ಶಾಶ್ವತ ಪರಿಹಾರ ದೊರಕಿಸಿಕೊಡಲು ಕಂದಾಯ ಇಲಾಖೆಯು ದರಖಾಸ್ತು ದುರಸ್ತಿ ಪೋಡಿ ಮಾರ್ಗಸೂಚಿ ನಿಯಮಗಳನ್ನು ಸರಳೀಕರಣಗೊಳಿಸಿದ್ದು, ಜಿಲ್ಲೆಯ ರೈತರು ಇದರ ಸದುಪಯೋಗ ಪಡೆದುಕೊಳ್ಳಬೇಕೆಂದು ಜಿಲ್ಲಾಧಿಕಾರಿ ಶುಭ ಕಲ್ಯಾಣ್ ಮನವಿ ಮಾಡಿದ್ದಾರೆ. — [478, 731, 614, 856]
person-figure — [834, 447, 898, 575]
face-shape — [89, 246, 129, 268]
paragraph: ನಂತರ ಮರಣ ಪ್ರಮಾಣದ ಬಗ್ಗೆ ಚರ್ಚಿಸುವ ಬದಲು ಮರಣ ಪ್ರಮಾಣವನ್ನು — [190, 431, 324, 453]
subscription-row — [727, 76, 893, 87]
article-hostel-col1 — [478, 1088, 614, 1388]
subscription-label: ಬಿಡಿ ಪ್ರತಿ — [730, 54, 753, 64]
article-language-col2 — [190, 880, 324, 1078]
issue-number: ಸಂಚಿಕೆ : 149 — [140, 178, 181, 188]
headline-line: ಶೂನ್ಯಕ್ಕಿಳಿಸಲು ಜಿಲ್ಲಾಧಿಕಾರಿ ಸೂಚನೆ — [121, 403, 389, 428]
paragraph: ಜಿಲ್ಲಾ ಶಸ್ತ್ರ ಚಿಕಿತ್ಸಕ ಡಾ|| ಅಸ್ಗರ್ — [348, 664, 422, 674]
collector-figure — [308, 468, 336, 500]
paragraph: ಕನ್ನಡ ನೆಲ, ಜಲ, ಭಾಷೆ, ಸಂಸ್ಕೃತಿಗೆ ವಿಶ್ವದಲ್ಲೇ ಅತ್ಯಂತ ಉನ್ನತವಾದ ಮಾನ್ಯತೆ, ಗೌರವವಿದೆ. ಅದನ್ನು ಕಾಪಾಡುವ ನಿಟ್ಟಿನಲ್ಲಿ ನಾವೆಲ್ಲರೂ ಸಂಸ್ಕಾರವಂತರಾಗಿ ಮೌಲ್ಯಯುತ ಬದುಕನ್ನು ಸಾಗಿಸಬೇಕಿದೆ. ಹತ್ತಾರು ಭಾಷೆಗಳನ್ನು ಕಲಿತ ಮಾತ್ರಕ್ಕೆ ಗೌರವ ಬರುವುದಿಲ್ಲ, ಹತ್ತಾರು ಜನರ ನಡುವೆ — [190, 944, 324, 1018]
continued-link[interactable]: (4ನೇ ಪುಟಕ್ಕೆ) — [424, 677, 458, 687]
paragraph: ಸಮಯವನ್ನು ಮುಡುಪಾಗಿಡಬೇಕು ಎಂದು ಸಲಹೆ ನೀಡಿದರು. — [334, 537, 468, 559]
article-jayachandra-col1 — [478, 433, 614, 691]
article-maternal-col3 — [334, 536, 468, 728]
person-figure — [252, 1146, 288, 1230]
paragraph: ಟಿ.ಬಿ.ಜಯಚಂದ್ರ ಅವರು ಕಳ್ಳಂಬೆಳ್ಳ ಮತ್ತು ಶಿರಾದಿಂದ ಒಟ್ಟು 7 ಬಾರಿ ಶಾಸಕರಾಗಿದ್ದು, ಅವರು ರಾಜ್ಯದಲ್ಲಿ ಸಚಿವರಾಗಿ ಕೃಷಿ, ಸಂಸದೀಯ ವ್ಯವಹಾರ ಖಾತೆಗಳನ್ನು ನಿರ್ವಹಿಸಿದ್ದಾರೆ. ವಿವಿಧ ನಿಗಮ ಮಂಡಳಿಯ ಅಧ್ಯಕ್ಷರಾಗಿಯೂ ಕೆಲಸ — [622, 606, 754, 667]
swami-figure — [382, 1148, 424, 1230]
paragraph: ಜಿಲ್ಲೆಯಲ್ಲಿ ಈಗಾಗಲೇ ತಂತ್ರಾಂಶದಲ್ಲಿ ಭೂ ಮಂಜೂರಿಯಾಗಿರುವ ಸರ್ಕಾರಿ ಸರ್ವೆ ನಂಬರ್ ಡಾಟಾ ಎಂಟ್ರಿ ಪ್ರಕ್ರಿಯೆ ಪ್ರಗತಿಯಲ್ಲಿದ್ದು, ಮುಂದಿನ ದಿನಗಳಲ್ಲಿ ಏಕಕಾಲದಲ್ಲಿ ಅಳತೆ ದುರಸ್ತಿ ಪ್ರಕ್ರಿಯೆಯನ್ನು ಸಹ ಕೈಗೊಂಡು ಮಂಜೂರಿದಾರರಿಗೆ ಹೊಸ ಪಹಣಿ ದಾಖಲೆ ಸೃಜಿಸುವ ಬಗ್ಗೆ ಕಾರ್ಯ ಯೋಜನೆಯನ್ನು ರೂಪಿಸಲಾಗಿದೆ ಎಂದು ಅವರು ತಿಳಿಸಿದ್ದಾರೆ. — [764, 858, 898, 945]
facebook-page-name: amruthavani kannada — [76, 142, 216, 159]
paragraph: ತುಮಕೂರು, ಡಿ.18– ಸರ್ಕಾರಿ ವಿದ್ಯಾರ್ಥಿ ನಿಲಯಗಳಲ್ಲಿ ಕಡ್ಡಾಯವಾಗಿ ಮೆನು ಚಾರ್ಟ್‌ಗಳನ್ನು ಪ್ರದರ್ಶಿಸಬೇಕು. ಮೆನು ಚಾರ್ಟ್‌ನಲ್ಲಿರುವಂತೆ ವಿದ್ಯಾರ್ಥಿಗಳಿಗೆ ಪ್ರತಿನಿತ್ಯ ಉಪಹಾರ, ಭೋಜನ ವ್ಯವಸ್ಥೆ ಮಾಡಬೇಕೆಂದು ಅಪರ ಜಿಲ್ಲಾಧಿಕಾರಿ ಹಾಗೂ ತುಮಕೂರು ತಾಲ್ಲೂಕು ವಿದ್ಯಾರ್ಥಿ ನಿಲಯಗಳ ಉಸ್ತುವಾರಿ ಕಾರ್ಯದರ್ಶಿ ಡಾ. ಎನ್. ತಿಪ್ಪೇಸ್ವಾಮಿ ಸೂಚನೆ ನೀಡಿದರು. — [478, 1089, 614, 1175]
subscription-row — [727, 54, 893, 65]
award-photo — [622, 435, 898, 575]
paragraph: ತಿಂಗಳಿಗೊಮ್ಮೆ ವಿದ್ಯಾರ್ಥಿ ನಿಲಯದ ವಿದ್ಯಾರ್ಥಿಗಳ ಆರೋಗ್ಯ ತಪಾಸಣೆ ನಡೆಸಬೇಕೆಂದು ಸೂಚನೆ ನೀಡಿದ ಅವರು ನಿಲಯಗಳಲ್ಲಿ ಯಾವುದಾದರು ಸಮಸ್ಯೆಗಳಿದ್ದಲ್ಲಿ ಸಂಬಂಧಪಟ್ಟ ಅಧಿಕಾರಿಗಳ ಗಮನಕ್ಕೆ ತರಬೇಕು ಎಂದು ತಿಳಿಸಿದರು. — [764, 1152, 898, 1214]
box-headline: ಭಾರತವು ಹಾಕ್-ತ್ತಿ ಸುಂಕ ವಿಧಿಸುತ್ತದೆ ಎಂದ ಟ್ರಂಪ್ 'ಪರಸ್ಪರ' ತೆರಿಗೆ ವಿಧಿಸುವ ಬೆದರಿಕೆ ಹಾಕಿದ ಡೊನಾಲ್ಡ್ — [66, 217, 235, 239]
headline-darakhastu: ಜಿಲ್ಲೆಯ ದರಖಾಸ್ತು, ಪೋಡಿ ಪ್ರಕರಣಗಳಿಗೆ ಶಾಶ್ವತ ಪರಿಹಾರ : ಶುಭ ಕಲ್ಯಾಣ್ — [498, 700, 878, 718]
registration: ಆರ್.ಎನ್.ಐ.: 69625/84 ಪಿ.ನಂ.: ಎನ್2/ಟಿಎಂಆರ್ / ಎನ್2 ಆರ್‌ಎನ್‌ಪಿ-442/2024-2026 — [622, 178, 896, 188]
